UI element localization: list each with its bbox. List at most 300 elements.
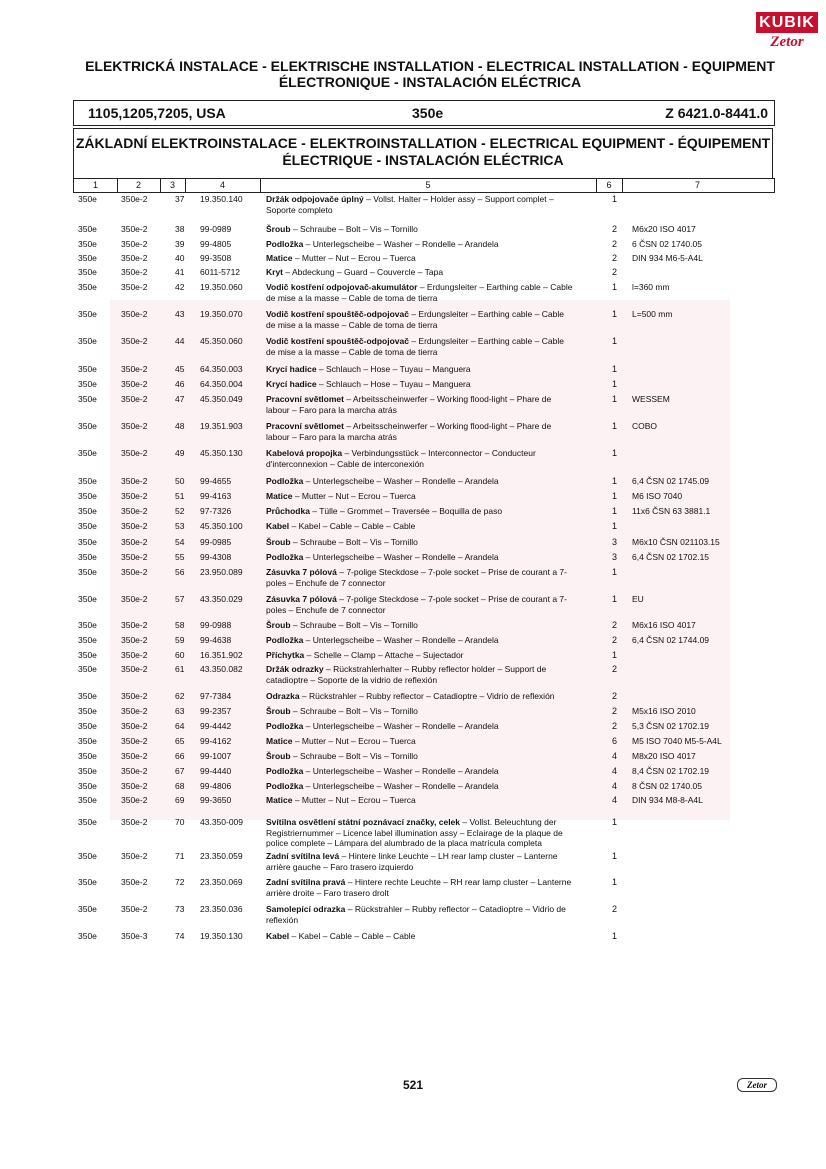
cell-description	[266, 239, 600, 250]
cell-note: M6x20 ISO 4017	[632, 224, 696, 234]
cell-part-number: 99-2357	[200, 706, 232, 716]
cell-figure: 350e-2	[121, 239, 148, 249]
cell-position: 54	[175, 537, 185, 547]
cell-part-number: 43.350.029	[200, 594, 243, 604]
cell-note: M6x10 ČSN 021103.15	[632, 537, 720, 547]
description-title: Vodič kostření odpojovač-akumulátor	[266, 282, 418, 292]
description-title: Průchodka	[266, 506, 310, 516]
cell-part-number: 99-1007	[200, 751, 232, 761]
cell-part-number: 16.351.902	[200, 650, 243, 660]
description-text-cont: labour – Faro para la marcha atrás	[266, 431, 397, 442]
cell-part-number: 19.350.060	[200, 282, 243, 292]
cell-description	[266, 691, 600, 702]
cell-description	[266, 506, 600, 517]
description-text: – Unterlegscheibe – Washer – Rondelle – Arandela	[303, 476, 499, 486]
cell-description	[266, 781, 600, 792]
cell-note: M5x16 ISO 2010	[632, 706, 696, 716]
description-text: – 7-polige Steckdose – 7-pole socket – Prise de courant a 7-	[336, 594, 567, 604]
cell-figure: 350e-2	[121, 851, 148, 861]
cell-figure: 350e-2	[121, 664, 148, 674]
cell-quantity: 2	[612, 904, 618, 914]
cell-description	[266, 267, 600, 278]
description-text: – 7-polige Steckdose – 7-pole socket – Prise de courant a 7-	[336, 567, 567, 577]
cell-model: 350e	[78, 620, 97, 630]
cell-model: 350e	[78, 194, 97, 204]
cell-model: 350e	[78, 851, 97, 861]
cell-position: 72	[175, 877, 185, 887]
cell-description	[266, 364, 600, 375]
cell-position: 58	[175, 620, 185, 630]
cell-model: 350e	[78, 664, 97, 674]
cell-figure: 350e-2	[121, 736, 148, 746]
description-text: – Vollst. Halter – Holder assy – Support complet –	[363, 194, 554, 204]
cell-position: 40	[175, 253, 185, 263]
cell-quantity: 1	[612, 506, 618, 516]
cell-description	[266, 650, 600, 661]
page-title	[60, 58, 800, 90]
cell-position: 47	[175, 394, 185, 404]
description-text: – Unterlegscheibe – Washer – Rondelle – Arandela	[303, 552, 499, 562]
cell-figure: 350e-3	[121, 931, 148, 941]
description-text: – Erdungsleiter – Earthing cable – Cable	[408, 309, 564, 319]
cell-description	[266, 476, 600, 487]
cell-position: 43	[175, 309, 185, 319]
cell-model: 350e	[78, 537, 97, 547]
cell-quantity: 2	[612, 224, 618, 234]
cell-figure: 350e-2	[121, 620, 148, 630]
cell-position: 49	[175, 448, 185, 458]
description-text: – Schraube – Bolt – Vis – Tornillo	[290, 620, 418, 630]
cell-note: WESSEM	[632, 394, 670, 404]
cell-figure: 350e-2	[121, 253, 148, 263]
cell-part-number: 99-4806	[200, 781, 232, 791]
cell-part-number: 45.350.130	[200, 448, 243, 458]
cell-model: 350e	[78, 766, 97, 776]
description-text: – Unterlegscheibe – Washer – Rondelle – Arandela	[303, 781, 499, 791]
column-number: 1	[74, 179, 118, 192]
cell-position: 71	[175, 851, 185, 861]
cell-position: 50	[175, 476, 185, 486]
cell-part-number: 99-3508	[200, 253, 232, 263]
cell-quantity: 1	[612, 364, 618, 374]
description-title: Podložka	[266, 476, 304, 486]
cell-position: 37	[175, 194, 185, 204]
cell-part-number: 99-4638	[200, 635, 232, 645]
column-number-row	[73, 178, 775, 193]
cell-part-number: 99-4162	[200, 736, 232, 746]
cell-note: M6x16 ISO 4017	[632, 620, 696, 630]
cell-part-number: 45.350.049	[200, 394, 243, 404]
description-title: Šroub	[266, 537, 291, 547]
cell-description	[266, 253, 600, 264]
model-header-box	[73, 100, 775, 126]
cell-model: 350e	[78, 253, 97, 263]
description-title: Šroub	[266, 751, 291, 761]
description-title: Podložka	[266, 766, 304, 776]
cell-quantity: 2	[612, 253, 618, 263]
cell-model: 350e	[78, 267, 97, 277]
cell-part-number: 6011-5712	[200, 267, 241, 277]
page-title-line2: ÉLECTRONIQUE - INSTALACIÓN ELÉCTRICA	[278, 74, 582, 90]
description-title: Matice	[266, 253, 293, 263]
cell-position: 60	[175, 650, 185, 660]
description-title: Podložka	[266, 239, 304, 249]
cell-quantity: 1	[612, 421, 618, 431]
cell-part-number: 99-0988	[200, 620, 232, 630]
cell-model: 350e	[78, 506, 97, 516]
column-number: 4	[185, 179, 261, 192]
cell-description	[266, 620, 600, 631]
cell-position: 67	[175, 766, 185, 776]
description-title: Držák odpojovače úplný	[266, 194, 364, 204]
cell-quantity: 1	[612, 379, 618, 389]
column-number: 2	[117, 179, 161, 192]
cell-position: 70	[175, 817, 185, 827]
cell-model: 350e	[78, 364, 97, 374]
cell-position: 52	[175, 506, 185, 516]
description-text: – Hintere rechte Leuchte – RH rear lamp cluster – Lanterne	[345, 877, 572, 887]
cell-quantity: 2	[612, 620, 618, 630]
cell-model: 350e	[78, 706, 97, 716]
cell-position: 55	[175, 552, 185, 562]
description-title: Kryt	[266, 267, 284, 277]
description-text: – Mutter – Nut – Ecrou – Tuerca	[292, 795, 416, 805]
cell-model: 350e	[78, 691, 97, 701]
cell-note: 6,4 ČSN 02 1744.09	[632, 635, 710, 645]
cell-part-number: 64.350.004	[200, 379, 243, 389]
cell-figure: 350e-2	[121, 394, 148, 404]
cell-description	[266, 448, 600, 469]
cell-model: 350e	[78, 448, 97, 458]
description-title: Samolepící odrazka	[266, 904, 346, 914]
cell-figure: 350e-2	[121, 537, 148, 547]
description-title: Šroub	[266, 224, 291, 234]
cell-quantity: 3	[612, 537, 618, 547]
description-text: – Vollst. Beleuchtung der Registriernummer – Licence label illumination assy – Eclairage de la plaque de	[266, 817, 563, 838]
cell-model: 350e	[78, 877, 97, 887]
description-title: Podložka	[266, 781, 304, 791]
cell-position: 56	[175, 567, 185, 577]
cell-description	[266, 336, 600, 357]
description-text-cont: poles – Enchufe de 7 connector	[266, 604, 386, 615]
description-text: – Kabel – Cable – Cable – Cable	[289, 521, 416, 531]
cell-quantity: 1	[612, 194, 618, 204]
cell-quantity: 6	[612, 736, 618, 746]
cell-position: 59	[175, 635, 185, 645]
description-title: Příchytka	[266, 650, 305, 660]
cell-quantity: 4	[612, 751, 618, 761]
description-title: Matice	[266, 795, 293, 805]
cell-description	[266, 567, 600, 588]
cell-part-number: 23.350.036	[200, 904, 243, 914]
cell-model: 350e	[78, 239, 97, 249]
cell-figure: 350e-2	[121, 476, 148, 486]
cell-figure: 350e-2	[121, 224, 148, 234]
description-text: – Arbeitsscheinwerfer – Working flood-light – Phare de	[343, 421, 552, 431]
cell-description	[266, 766, 600, 777]
cell-figure: 350e-2	[121, 766, 148, 776]
cell-note: 6,4 ČSN 02 1745.09	[632, 476, 710, 486]
cell-description	[266, 537, 600, 548]
cell-figure: 350e-2	[121, 552, 148, 562]
cell-quantity: 4	[612, 781, 618, 791]
cell-part-number: 97-7384	[200, 691, 232, 701]
description-title: Podložka	[266, 552, 304, 562]
section-title-line2: ÉLECTRIQUE - INSTALACIÓN ELÉCTRICA	[282, 152, 564, 168]
cell-model: 350e	[78, 635, 97, 645]
cell-figure: 350e-2	[121, 817, 148, 827]
cell-quantity: 2	[612, 267, 618, 277]
cell-figure: 350e-2	[121, 282, 148, 292]
cell-part-number: 64.350.003	[200, 364, 243, 374]
cell-model: 350e	[78, 736, 97, 746]
description-title: Pracovní světlomet	[266, 394, 344, 404]
cell-quantity: 4	[612, 795, 618, 805]
description-title: Kabel	[266, 521, 290, 531]
cell-model: 350e	[78, 336, 97, 346]
cell-position: 62	[175, 691, 185, 701]
cell-quantity: 1	[612, 394, 618, 404]
cell-quantity: 2	[612, 706, 618, 716]
cell-quantity: 3	[612, 552, 618, 562]
cell-note: 11x6 ČSN 63 3881.1	[632, 506, 711, 516]
cell-quantity: 1	[612, 491, 618, 501]
description-text: – Schraube – Bolt – Vis – Tornillo	[290, 224, 418, 234]
description-title: Krycí hadice	[266, 379, 317, 389]
cell-description	[266, 751, 600, 762]
description-title: Matice	[266, 736, 293, 746]
cell-quantity: 1	[612, 650, 618, 660]
cell-position: 66	[175, 751, 185, 761]
cell-figure: 350e-2	[121, 650, 148, 660]
cell-position: 63	[175, 706, 185, 716]
cell-quantity: 2	[612, 691, 618, 701]
cell-description	[266, 877, 600, 898]
cell-part-number: 19.350.130	[200, 931, 243, 941]
cell-figure: 350e-2	[121, 877, 148, 887]
description-text: – Verbindungsstück – Interconnector – Conducteur	[342, 448, 536, 458]
description-title: Držák odrazky	[266, 664, 324, 674]
cell-description	[266, 491, 600, 502]
description-text-cont: de mise a la masse – Cable de toma de tierra	[266, 319, 438, 330]
cell-description	[266, 309, 600, 330]
description-title: Zadní svítilna levá	[266, 851, 340, 861]
cell-part-number: 99-4805	[200, 239, 232, 249]
description-text: – Schraube – Bolt – Vis – Tornillo	[290, 706, 418, 716]
cell-model: 350e	[78, 594, 97, 604]
cell-model: 350e	[78, 476, 97, 486]
cell-description	[266, 379, 600, 390]
cell-description	[266, 635, 600, 646]
cell-position: 61	[175, 664, 185, 674]
cell-part-number: 19.350.140	[200, 194, 243, 204]
description-text-cont: arrière droite – Faro trasero drolt	[266, 887, 389, 898]
cell-position: 65	[175, 736, 185, 746]
description-title: Zásuvka 7 pólová	[266, 567, 337, 577]
cell-part-number: 97-7326	[200, 506, 232, 516]
cell-part-number: 99-3650	[200, 795, 232, 805]
cell-description	[266, 851, 600, 872]
cell-part-number: 99-4442	[200, 721, 232, 731]
cell-quantity: 1	[612, 282, 618, 292]
description-text-cont: poles – Enchufe de 7 connector	[266, 577, 386, 588]
cell-position: 64	[175, 721, 185, 731]
description-text: – Mutter – Nut – Ecrou – Tuerca	[292, 491, 416, 501]
description-text: – Unterlegscheibe – Washer – Rondelle – Arandela	[303, 721, 499, 731]
cell-description	[266, 194, 600, 215]
description-text: – Erdungsleiter – Earthing cable – Cable	[408, 336, 564, 346]
description-title: Pracovní světlomet	[266, 421, 344, 431]
cell-description	[266, 817, 600, 849]
cell-description	[266, 721, 600, 732]
column-number: 6	[596, 179, 623, 192]
cell-part-number: 45.350.100	[200, 521, 243, 531]
description-title: Krycí hadice	[266, 364, 317, 374]
cell-description	[266, 394, 600, 415]
cell-position: 68	[175, 781, 185, 791]
description-text-cont: arrière gauche – Faro trasero izquierdo	[266, 861, 414, 872]
description-text: – Schlauch – Hose – Tuyau – Manguera	[316, 364, 471, 374]
cell-part-number: 23.950.089	[200, 567, 243, 577]
cell-note: DIN 934 M6-5-A4L	[632, 253, 703, 263]
cell-figure: 350e-2	[121, 635, 148, 645]
cell-description	[266, 706, 600, 717]
cell-model: 350e	[78, 421, 97, 431]
cell-figure: 350e-2	[121, 594, 148, 604]
cell-quantity: 1	[612, 594, 618, 604]
cell-model: 350e	[78, 394, 97, 404]
description-title: Zásuvka 7 pólová	[266, 594, 337, 604]
description-text-cont: de mise a la masse – Cable de toma de tierra	[266, 346, 438, 357]
cell-position: 39	[175, 239, 185, 249]
cell-quantity: 1	[612, 309, 618, 319]
cell-figure: 350e-2	[121, 267, 148, 277]
description-title: Šroub	[266, 620, 291, 630]
cell-quantity: 1	[612, 521, 618, 531]
cell-position: 53	[175, 521, 185, 531]
description-text: – Mutter – Nut – Ecrou – Tuerca	[292, 736, 416, 746]
cell-model: 350e	[78, 795, 97, 805]
section-title	[73, 128, 773, 178]
cell-quantity: 1	[612, 817, 618, 827]
cell-description	[266, 736, 600, 747]
description-text-cont: reflexión	[266, 914, 299, 925]
description-title: Podložka	[266, 721, 304, 731]
description-text: – Rückstrahler – Rubby reflector – Catadioptre – Vidrio de	[345, 904, 566, 914]
description-text-cont: labour – Faro para la marcha atrás	[266, 404, 397, 415]
kubik-logo-text: KUBIK	[756, 12, 818, 33]
cell-note: 5,3 ČSN 02 1702.19	[632, 721, 710, 731]
cell-position: 51	[175, 491, 185, 501]
description-title: Kabelová propojka	[266, 448, 343, 458]
cell-description	[266, 521, 600, 532]
kubik-zetor-logo	[756, 12, 818, 51]
cell-model: 350e	[78, 931, 97, 941]
description-text: – Mutter – Nut – Ecrou – Tuerca	[292, 253, 416, 263]
cell-figure: 350e-2	[121, 194, 148, 204]
cell-model: 350e	[78, 379, 97, 389]
description-text: – Unterlegscheibe – Washer – Rondelle – Arandela	[303, 766, 499, 776]
cell-quantity: 1	[612, 567, 618, 577]
cell-note: L=500 mm	[632, 309, 673, 319]
cell-quantity: 2	[612, 635, 618, 645]
cell-figure: 350e-2	[121, 706, 148, 716]
cell-note: 6,4 ČSN 02 1702.15	[632, 552, 710, 562]
description-text: – Erdungsleiter – Earthing cable – Cable	[417, 282, 573, 292]
description-text-cont: d'interconnexion – Cable de interconexión	[266, 458, 425, 469]
description-title: Šroub	[266, 706, 291, 716]
cell-figure: 350e-2	[121, 421, 148, 431]
cell-position: 48	[175, 421, 185, 431]
cell-quantity: 4	[612, 766, 618, 776]
cell-description	[266, 931, 600, 942]
cell-note: M6 ISO 7040	[632, 491, 683, 501]
cell-note: 8 ČSN 02 1740.05	[632, 781, 702, 791]
cell-description	[266, 594, 600, 615]
cell-figure: 350e-2	[121, 336, 148, 346]
cell-position: 74	[175, 931, 185, 941]
cell-note: M5 ISO 7040 M5-5-A4L	[632, 736, 722, 746]
description-title: Podložka	[266, 635, 304, 645]
cell-figure: 350e-2	[121, 364, 148, 374]
cell-figure: 350e-2	[121, 379, 148, 389]
column-number: 3	[160, 179, 186, 192]
cell-figure: 350e-2	[121, 567, 148, 577]
description-text: – Unterlegscheibe – Washer – Rondelle – Arandela	[303, 635, 499, 645]
cell-part-number: 43.350.082	[200, 664, 243, 674]
cell-note: DIN 934 M8-8-A4L	[632, 795, 703, 805]
cell-note: 6 ČSN 02 1740.05	[632, 239, 702, 249]
cell-figure: 350e-2	[121, 491, 148, 501]
cell-note: EU	[632, 594, 644, 604]
cell-part-number: 23.350.069	[200, 877, 243, 887]
cell-part-number: 45.350.060	[200, 336, 243, 346]
cell-description	[266, 904, 600, 925]
cell-model: 350e	[78, 650, 97, 660]
cell-model: 350e	[78, 224, 97, 234]
cell-figure: 350e-2	[121, 904, 148, 914]
cell-part-number: 19.350.070	[200, 309, 243, 319]
description-text: – Unterlegscheibe – Washer – Rondelle – Arandela	[303, 239, 499, 249]
cell-note: 8,4 ČSN 02 1702.19	[632, 766, 710, 776]
description-text-cont: police complete – Lámpara del alumbrado de la placa matrícula completa	[266, 838, 542, 848]
cell-position: 42	[175, 282, 185, 292]
cell-figure: 350e-2	[121, 506, 148, 516]
cell-part-number: 99-0985	[200, 537, 232, 547]
cell-model: 350e	[78, 552, 97, 562]
description-text: – Schraube – Bolt – Vis – Tornillo	[290, 751, 418, 761]
cell-note: l=360 mm	[632, 282, 670, 292]
cell-quantity: 1	[612, 877, 618, 887]
cell-part-number: 99-4440	[200, 766, 232, 776]
description-title: Svítilna osvětlení státní poznávací značky, celek	[266, 817, 461, 827]
description-text: – Kabel – Cable – Cable – Cable	[289, 931, 416, 941]
cell-part-number: 99-0989	[200, 224, 232, 234]
cell-description	[266, 664, 600, 685]
models-label: 1105,1205,7205, USA	[88, 105, 226, 121]
cell-part-number: 23.350.059	[200, 851, 243, 861]
column-number: 5	[260, 179, 597, 192]
section-title-line1: ZÁKLADNÍ ELEKTROINSTALACE - ELEKTROINSTALLATION - ELECTRICAL EQUIPMENT - ÉQUIPEMENT	[75, 135, 771, 151]
description-text: – Arbeitsscheinwerfer – Working flood-light – Phare de	[343, 394, 552, 404]
cell-part-number: 19.351.903	[200, 421, 243, 431]
cell-figure: 350e-2	[121, 781, 148, 791]
cell-model: 350e	[78, 282, 97, 292]
cell-quantity: 2	[612, 721, 618, 731]
cell-quantity: 1	[612, 476, 618, 486]
cell-model: 350e	[78, 904, 97, 914]
description-text-cont: de mise a la masse – Cable de toma de tierra	[266, 292, 438, 303]
